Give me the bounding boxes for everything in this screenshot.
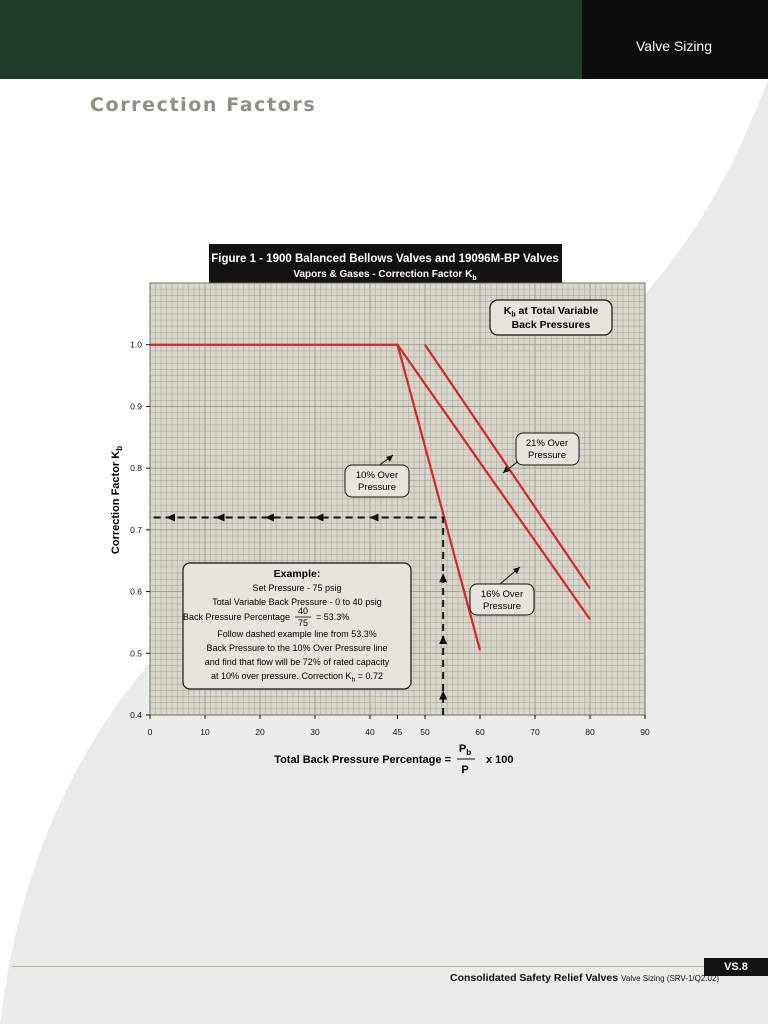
- x-tick-label: 40: [365, 727, 375, 737]
- y-tick-label: 0.4: [130, 710, 142, 720]
- chart-subtitle-main: Vapors & Gases - Correction Factor K: [293, 269, 473, 280]
- example-line3-den: 75: [297, 618, 309, 628]
- example-line3-num: 40: [297, 606, 309, 616]
- section-title: Correction Factors: [90, 94, 317, 116]
- x-tick-label: 80: [585, 727, 595, 737]
- example-line7: at 10% over pressure. Correction $K_b = 0.72$: [211, 671, 383, 684]
- x-tick-label: 60: [475, 727, 485, 737]
- example-line1: Set Pressure - 75 psig: [252, 583, 342, 593]
- x-axis-label: [274, 743, 513, 776]
- x-axis-label-main: Total Back Pressure Percentage =: [274, 754, 451, 766]
- footer-doc: Valve Sizing (SRV-1/Q2.02): [621, 974, 720, 983]
- x-tick-label: 0: [147, 727, 153, 737]
- chart-title: Figure 1 - 1900 Balanced Bellows Valves and 19096M-BP Valves: [211, 253, 559, 265]
- x-tick-label: 10: [200, 727, 210, 737]
- x-tick-label: 30: [310, 727, 320, 737]
- callout-21-line1: 21% Over: [525, 438, 569, 449]
- y-tick-label: 1.0: [130, 339, 142, 350]
- example-title: Example:: [273, 568, 321, 580]
- footer-text: [450, 972, 720, 984]
- footer-brand: Consolidated Safety Relief Valves: [450, 972, 619, 984]
- example-line6: and find that flow will be 72% of rated capacity: [204, 657, 390, 667]
- y-tick-label: 0.7: [130, 524, 142, 535]
- y-tick-label: 0.6: [130, 586, 142, 597]
- y-tick-label: 0.8: [130, 463, 142, 474]
- callout-21-line2: Pressure: [527, 450, 567, 461]
- x-tick-label: 50: [420, 727, 430, 737]
- example-line3-prefix: Back Pressure Percentage: [182, 612, 290, 622]
- y-tick-label: 0.9: [130, 401, 142, 412]
- legend-box: [490, 300, 612, 335]
- callout-16-line1: 16% Over: [480, 589, 524, 600]
- x-axis-label-num: $P_b$: [458, 743, 472, 757]
- example-line4: Follow dashed example line from 53.3%: [217, 629, 377, 639]
- x-tick-label: 20: [255, 727, 265, 737]
- legend-line2: Back Pressures: [511, 319, 591, 331]
- example-line2: Total Variable Back Pressure - 0 to 40 psig: [212, 597, 382, 607]
- chart-subtitle-sub: b: [472, 275, 477, 282]
- x-tick-label: 45: [392, 727, 403, 737]
- callout-10-line2: Pressure: [357, 482, 397, 493]
- footer-rule: [12, 966, 704, 967]
- header-tab-label: Valve Sizing: [636, 38, 713, 54]
- example-line3-suffix: = 53.3%: [316, 612, 350, 622]
- y-tick-label: 0.5: [130, 648, 142, 659]
- example-line5: Back Pressure to the 10% Over Pressure line: [206, 643, 388, 653]
- example-box: [183, 563, 411, 689]
- page-number: VS.8: [704, 958, 768, 976]
- x-tick-label: 70: [530, 727, 540, 737]
- callout-16-line2: Pressure: [482, 601, 522, 612]
- x-tick-label: 90: [640, 727, 650, 737]
- x-axis-label-den: P: [461, 764, 469, 776]
- x-axis-label-suffix: x 100: [486, 754, 514, 766]
- y-axis-label: Correction Factor $K_b$: [110, 445, 124, 555]
- legend-line1: $K_b$ at Total Variable: [503, 305, 599, 319]
- callout-10-line1: 10% Over: [355, 470, 399, 481]
